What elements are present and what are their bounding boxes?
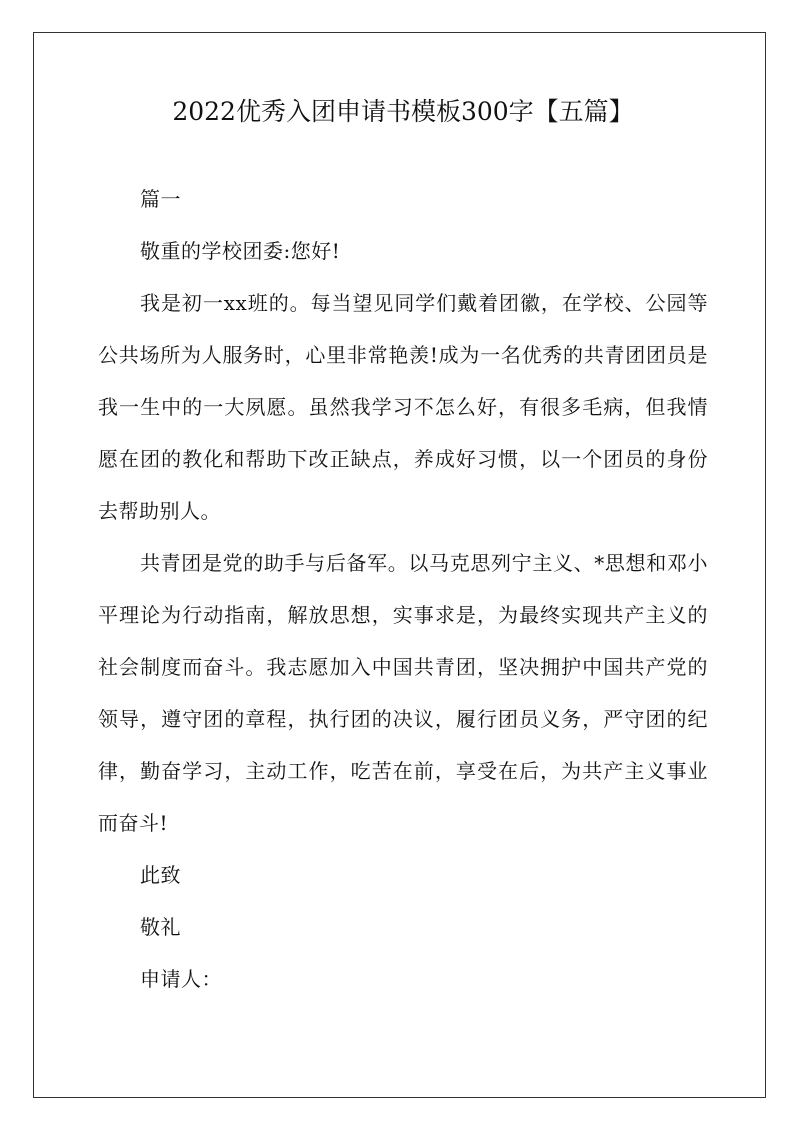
document-body bbox=[98, 92, 708, 1005]
salutation: 敬重的学校团委:您好! bbox=[140, 239, 341, 263]
body-paragraph: 共青团是党的助手与后备军。以马克思列宁主义、*思想和邓小平理论为行动指南，解放思想，实事求是，为最终实现共产主义的社会制度而奋斗。我志愿加入中国共青团，坚决拥护中国共产党的领导，遵守团的章程，执行团的决议，履行团员义务，严守团的纪律，勤奋学习，主动工作，吃苦在前，享受在后，为共产主义事业而奋斗! bbox=[98, 551, 708, 835]
applicant-label: 申请人： bbox=[140, 967, 222, 991]
closing-salute: 敬礼 bbox=[140, 915, 181, 939]
section-label: 篇一 bbox=[140, 187, 181, 211]
closing-greeting: 此致 bbox=[140, 863, 181, 887]
document-title: 2022优秀入团申请书模板300字【五篇】 bbox=[172, 97, 634, 126]
body-paragraph: 我是初一xx班的。每当望见同学们戴着团徽，在学校、公园等公共场所为人服务时，心里非常艳羡!成为一名优秀的共青团团员是我一生中的一大夙愿。虽然我学习不怎么好，有很多毛病，但我情愿在团的教化和帮助下改正缺点，养成好习惯，以一个团员的身份去帮助别人。 bbox=[98, 291, 708, 523]
